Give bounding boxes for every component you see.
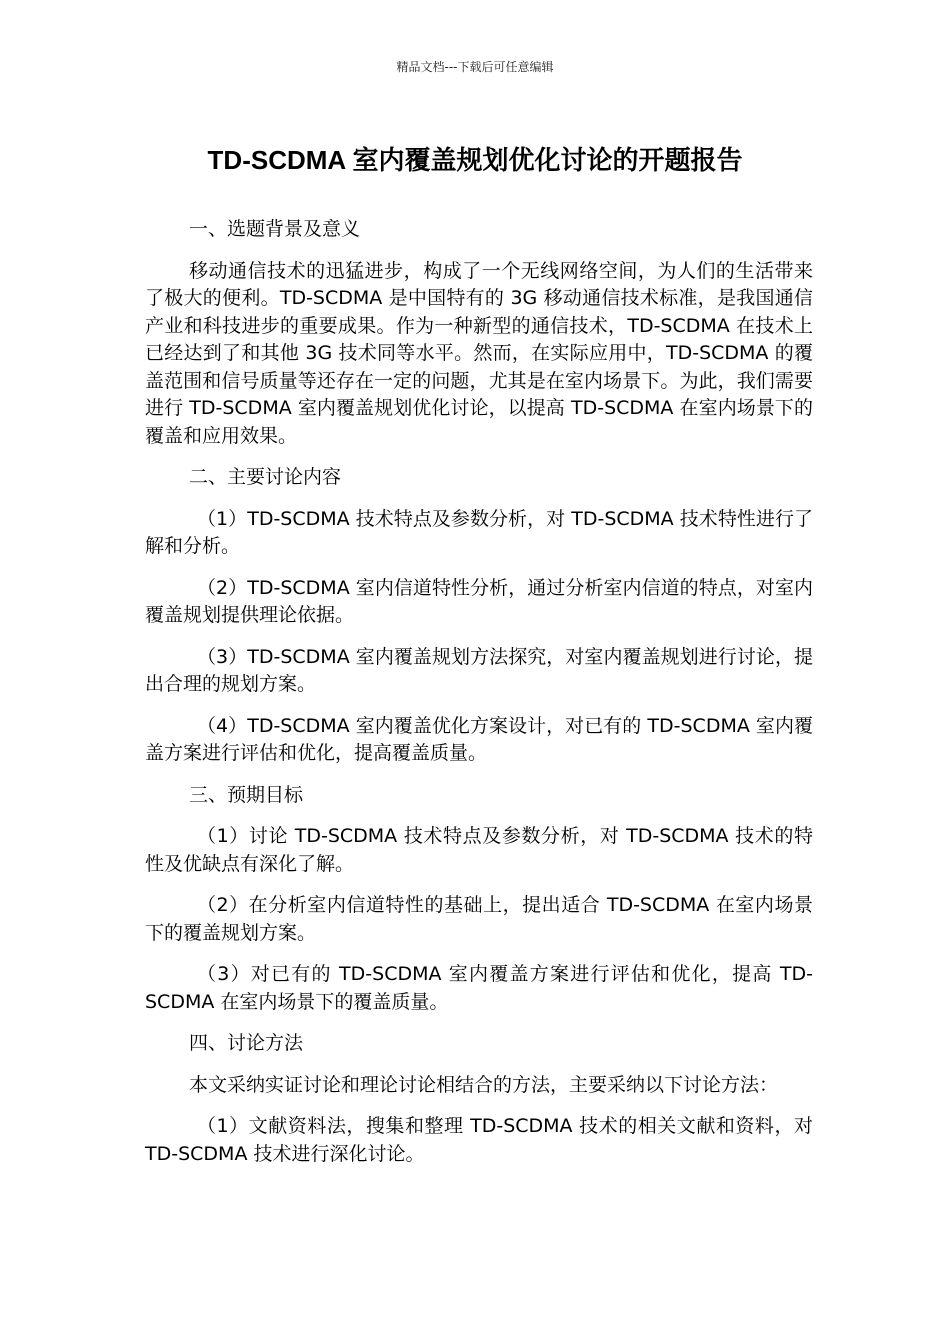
document-title: TD-SCDMA 室内覆盖规划优化讨论的开题报告: [207, 145, 743, 175]
list-item: （2）在分析室内信道特性的基础上，提出适合 TD-SCDMA 在室内场景下的覆盖规划方案。: [145, 894, 813, 944]
document-body: [145, 216, 813, 1182]
section-heading: 二、主要讨论内容: [189, 466, 342, 488]
paragraph: 本文采纳实证讨论和理论讨论相结合的方法，主要采纳以下讨论方法：: [189, 1073, 779, 1096]
section-heading: 三、预期目标: [189, 783, 304, 806]
list-item: （1）TD-SCDMA 技术特点及参数分析，对 TD-SCDMA 技术特性进行了解和分析。: [145, 507, 813, 557]
list-item: （4）TD-SCDMA 室内覆盖优化方案设计，对已有的 TD-SCDMA 室内覆盖方案进行评估和优化，提高覆盖质量。: [145, 714, 813, 764]
list-item: （3）TD-SCDMA 室内覆盖规划方法探究，对室内覆盖规划进行讨论，提出合理的规划方案。: [145, 645, 813, 695]
list-item: （1）文献资料法，搜集和整理 TD-SCDMA 技术的相关文献和资料，对 TD-SCDMA 技术进行深化讨论。: [145, 1115, 813, 1165]
list-item: （2）TD-SCDMA 室内信道特性分析，通过分析室内信道的特点，对室内覆盖规划提供理论依据。: [145, 576, 813, 626]
header-note: 精品文档---下载后可任意编辑: [396, 60, 554, 74]
list-item: （1）讨论 TD-SCDMA 技术特点及参数分析，对 TD-SCDMA 技术的特性及优缺点有深化了解。: [145, 825, 813, 875]
list-item: （3）对已有的 TD-SCDMA 室内覆盖方案进行评估和优化，提高 TD-SCDMA 在室内场景下的覆盖质量。: [145, 963, 813, 1013]
section-heading: 一、选题背景及意义: [189, 218, 361, 240]
section-heading: 四、讨论方法: [189, 1032, 304, 1054]
paragraph: 移动通信技术的迅猛进步，构成了一个无线网络空间，为人们的生活带来了极大的便利。TD-SCDMA 是中国特有的 3G 移动通信技术标准，是我国通信产业和科技进步的重要成果。作为一种新型的通信技术，TD-SCDMA 在技术上已经达到了和其他 3G 技术同等水平。然而，在实际应用中，TD-SCDMA 的覆盖范围和信号质量等还存在一定的问题，尤其是在室内场景下。为此，我们需要进行 TD-SCDMA 室内覆盖规划优化讨论，以提高 TD-SCDMA 在室内场景下的覆盖和应用效果。: [145, 259, 813, 447]
